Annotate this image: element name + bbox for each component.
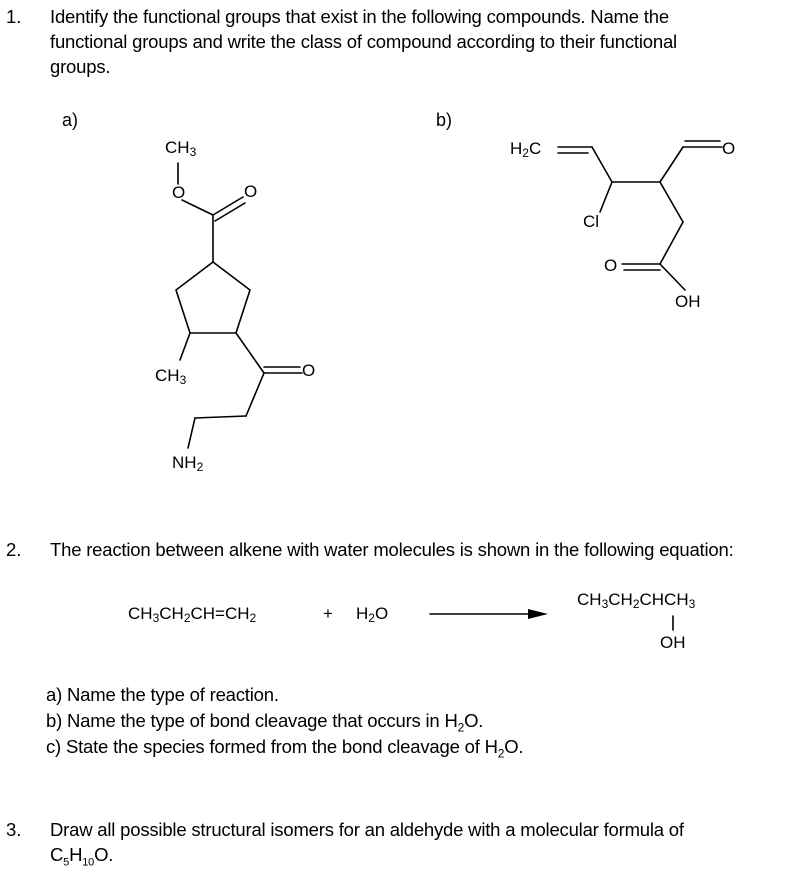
q1-text-line-3: groups. [50,56,111,77]
bond-o-carbonyl-carbon [182,200,213,215]
q1-text-line-1: Identify the functional groups that exist in the following compounds. Name the [50,6,669,27]
reactant-butene: $CH_3CH_2CH=CH_2$ [128,604,257,625]
q3-formula: $C_5H_{10}O$. [50,844,114,869]
q3-text-line-1: Draw all possible structural isomers for an aldehyde with a molecular formula of [50,819,684,840]
bond-ketone-ch2 [246,373,264,416]
q2-sub-b: b) Name the type of bond cleavage that occurs in $H_2O$. [46,710,484,735]
q1-text-line-2: functional groups and write the class of compound according to their functional [50,31,677,52]
bond-ch-to-ch2 [660,182,683,222]
mol-b-h2c: $H_2C$ [510,139,542,160]
q1-part-b-label: b) [436,110,453,130]
mol-a-ring-ch3: $CH_3$ [155,366,187,387]
bond-ch2-ch2 [195,416,246,418]
q1-number: 1. [6,6,22,27]
bond-c-cl [600,182,612,212]
q2-sub-a: a) Name the type of reaction. [46,684,279,705]
mol-a-ester-oxygen: O [172,183,186,202]
plus-sign: + [323,604,333,623]
q3-number: 3. [6,819,22,840]
bond-ch2-to-cooh [660,222,683,264]
mol-b-aldehyde-oxygen: O [722,139,736,158]
q2-sub-c: c) State the species formed from the bond cleavage of $H_2O$. [46,736,524,761]
mol-a-carbonyl-oxygen: O [244,182,258,201]
reactant-water: $H_2O$ [356,604,389,625]
bond-ch2-nh2 [188,418,195,448]
q2-text: The reaction between alkene with water molecules is shown in the following equation: [50,539,734,560]
cyclopentane-ring [176,262,250,333]
q3-text [50,817,800,876]
q2-number: 2. [6,539,22,560]
mol-a-ch3-top: $CH_3$ [165,138,197,159]
product-hydroxyl: OH [660,633,686,652]
bond-ring-ketone-carbon [236,333,264,373]
q1-part-a-label: a) [62,110,79,130]
bond-ring-ch3 [180,333,190,360]
mol-a-nh2: $NH_2$ [172,453,204,474]
mol-a-ketone-oxygen: O [302,361,316,380]
mol-b-acid-oxygen: O [604,256,618,275]
mol-b-chlorine: Cl [583,212,600,231]
product-butanol: $CH_3CH_2CHCH_3$ [577,590,696,611]
bond-ch-to-cho [660,147,683,182]
bond-vinyl-to-chcl [592,147,612,182]
mol-b-hydroxyl: OH [675,292,701,311]
bond-acid-c-oh [660,264,685,290]
reaction-arrow-head [528,609,548,619]
